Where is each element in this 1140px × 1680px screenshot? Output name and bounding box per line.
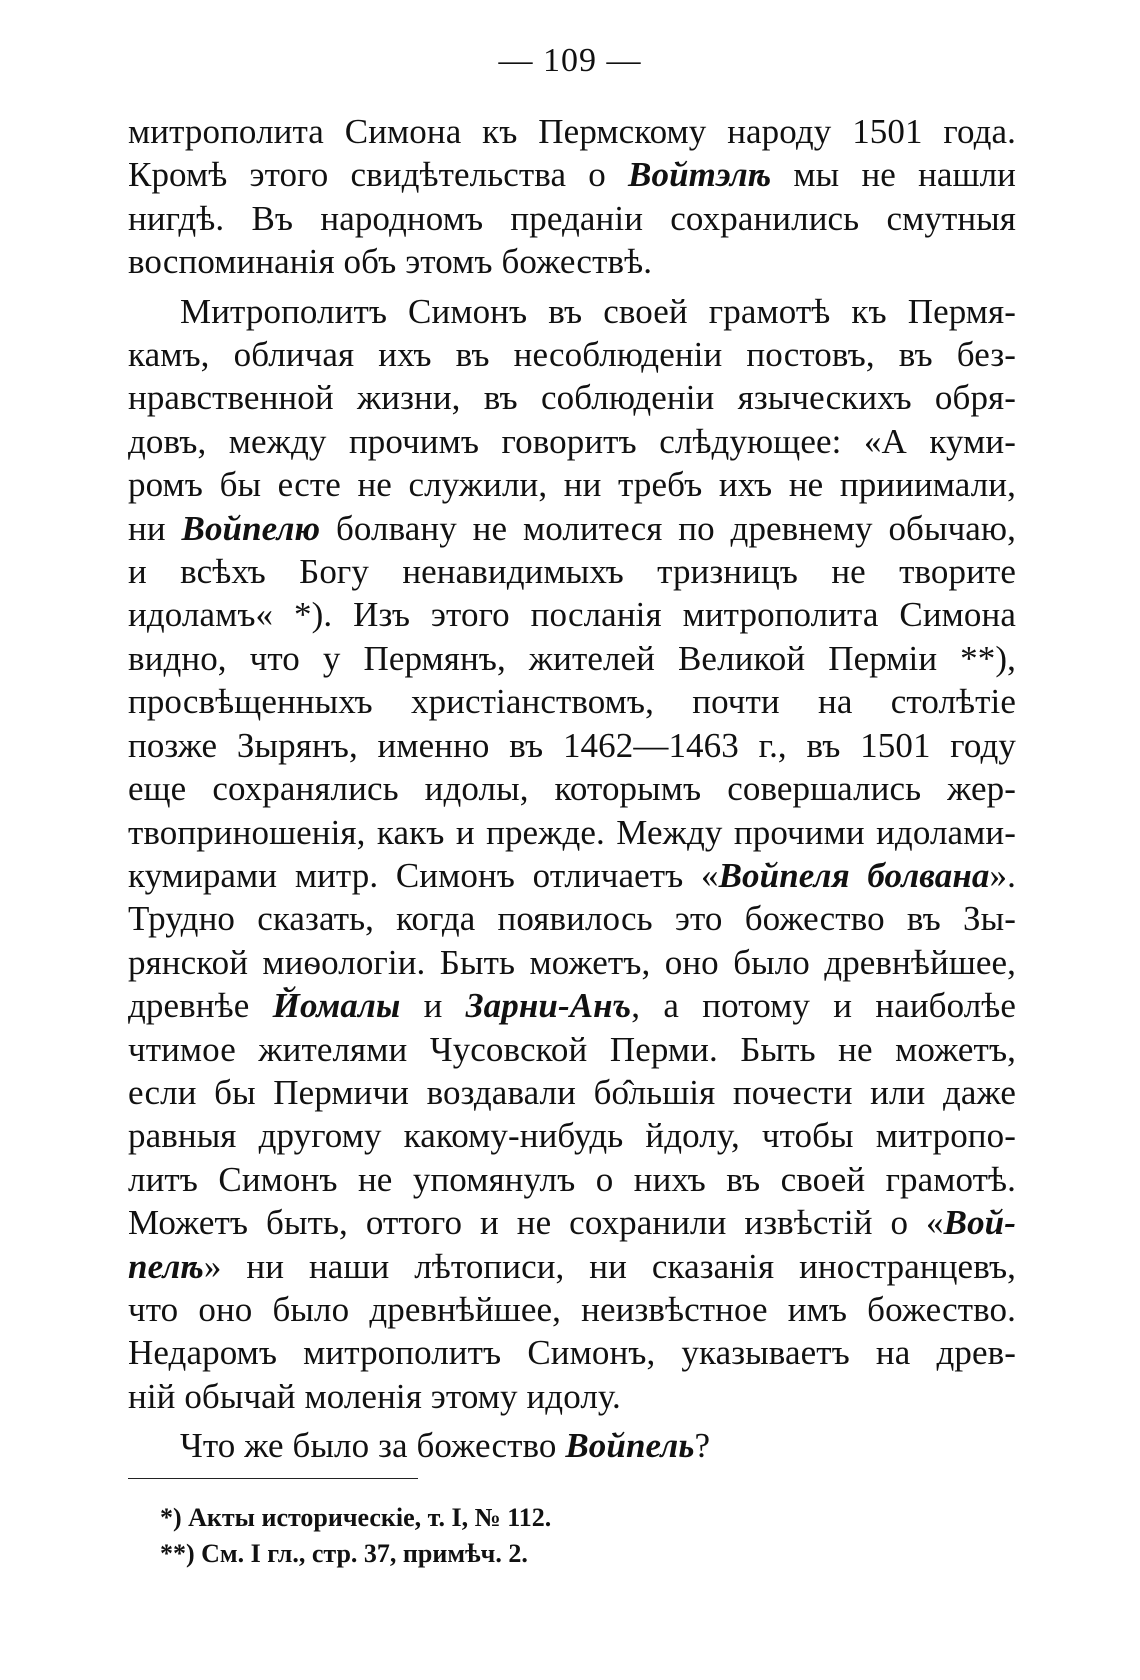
page-number: — 109 — — [498, 42, 642, 79]
text-run: и — [400, 986, 466, 1026]
text-run: твоприношенія, какъ и прежде. Между прочими идолами- — [128, 812, 1016, 852]
text-line — [128, 854, 1016, 897]
text-line — [128, 420, 1016, 463]
text-run: чтимое жителями Чусовской Перми. Быть не можетъ, — [128, 1029, 1016, 1069]
text-run: ни — [128, 508, 182, 548]
text-line — [128, 333, 1016, 376]
italic-term: Йомалы — [272, 986, 401, 1026]
text-line — [128, 593, 1016, 636]
text-run: довъ, между прочимъ говоритъ слѣдующее: «А куми- — [128, 421, 1016, 461]
text-run: рянской миѳологіи. Быть можетъ, оно было древнѣйшее, — [128, 942, 1016, 982]
text-run: видно, что у Пермянъ, жителей Великой Перміи **), — [128, 638, 1016, 678]
text-line — [128, 507, 1016, 550]
italic-term: Войпелю — [181, 508, 321, 548]
footnote-1: *) Акты историческіе, т. I, № 112. — [160, 1503, 552, 1532]
text-run: болвану не молитеся по древнему обычаю, — [320, 508, 1017, 548]
text-run: ? — [694, 1426, 711, 1466]
text-run: если бы Пермичи воздавали бо̂льшія почести или даже — [128, 1072, 1016, 1112]
italic-term: пелѣ — [128, 1246, 204, 1286]
text-line — [128, 463, 1016, 506]
text-run: Трудно сказать, когда появилось это божество въ Зы- — [128, 899, 1016, 939]
text-line — [128, 240, 1016, 283]
text-line — [128, 724, 1016, 767]
text-line — [128, 680, 1016, 723]
italic-term: Зарни-Анъ — [465, 986, 632, 1026]
text-line — [128, 1201, 1016, 1244]
text-run: » ни наши лѣтописи, ни сказанія иностранцевъ, — [203, 1246, 1016, 1286]
text-run: камъ, обличая ихъ въ несоблюденіи постовъ, въ без- — [128, 335, 1016, 375]
text-line — [128, 1114, 1016, 1157]
text-run: Митрополитъ Симонъ въ своей грамотѣ къ Пермя- — [180, 291, 1016, 331]
text-line — [128, 110, 1016, 153]
text-run: еще сохранялись идолы, которымъ совершались жер- — [128, 769, 1016, 809]
text-run: мы не нашли — [771, 155, 1016, 195]
text-run: кумирами митр. Симонъ отличаетъ « — [128, 855, 719, 895]
italic-term: Войпеля болвана — [718, 855, 990, 895]
text-run: и всѣхъ Богу ненавидимыхъ тризницъ не творите — [128, 552, 1016, 592]
text-run: Можетъ быть, оттого и не сохранили извѣстій о « — [128, 1203, 944, 1243]
text-line — [128, 1375, 1016, 1418]
italic-term: Войтэлѣ — [628, 155, 772, 195]
text-run: Недаромъ митрополитъ Симонъ, указываетъ на древ- — [128, 1333, 1016, 1373]
text-run: литъ Симонъ не упомянулъ о нихъ въ своей грамотѣ. — [128, 1159, 1016, 1199]
text-run: равныя другому какому-нибудь йдолу, чтобы митропо- — [128, 1116, 1016, 1156]
text-line — [128, 197, 1016, 240]
text-run: позже Зырянъ, именно въ 1462—1463 г., въ 1501 году — [128, 725, 1016, 765]
text-line — [128, 376, 1016, 419]
text-line — [128, 941, 1016, 984]
text-line — [128, 1071, 1016, 1114]
text-run: идоламъ« *). Изъ этого посланія митрополита Симона — [128, 595, 1016, 635]
text-line — [128, 1424, 1016, 1467]
italic-term: Вой- — [943, 1203, 1016, 1243]
text-line — [128, 1028, 1016, 1071]
text-run: нравственной жизни, въ соблюденіи языческихъ обря- — [128, 378, 1016, 418]
text-run: Что же было за божество — [180, 1426, 566, 1466]
text-run: что оно было древнѣйшее, неизвѣстное имъ божество. — [128, 1289, 1016, 1329]
paragraph — [128, 1424, 1016, 1467]
text-line — [128, 153, 1016, 196]
text-run: ромъ бы есте не служили, ни требъ ихъ не прииимали, — [128, 465, 1016, 505]
text-run: нигдѣ. Въ народномъ преданіи сохранились смутныя — [128, 198, 1016, 238]
text-run: воспоминанія объ этомъ божествѣ. — [128, 242, 653, 282]
footnote-divider — [128, 1478, 418, 1479]
text-line — [128, 1288, 1016, 1331]
text-run: ній обычай моленія этому идолу. — [128, 1376, 621, 1416]
paragraph — [128, 290, 1016, 1419]
text-line — [128, 290, 1016, 333]
text-line — [128, 550, 1016, 593]
body-text — [128, 110, 1016, 1468]
text-run: , а потому и наиболѣе — [631, 986, 1017, 1026]
text-line — [128, 767, 1016, 810]
text-run: древнѣе — [128, 986, 273, 1026]
text-line — [128, 984, 1016, 1027]
text-line — [128, 1158, 1016, 1201]
paragraph — [128, 110, 1016, 284]
text-run: ». — [989, 855, 1016, 895]
text-line — [128, 1331, 1016, 1374]
text-run: митрополита Симона къ Пермскому народу 1501 года. — [128, 112, 1016, 151]
text-line — [128, 897, 1016, 940]
text-line — [128, 637, 1016, 680]
footnote-2: **) См. I гл., стр. 37, примѣч. 2. — [160, 1539, 528, 1568]
text-line — [128, 1245, 1016, 1288]
footnotes — [160, 1500, 860, 1572]
text-run: Кромѣ этого свидѣтельства о — [128, 155, 629, 195]
text-line — [128, 811, 1016, 854]
italic-term: Войпель — [565, 1426, 695, 1466]
text-run: просвѣщенныхъ христіанствомъ, почти на столѣтіе — [128, 682, 1016, 722]
